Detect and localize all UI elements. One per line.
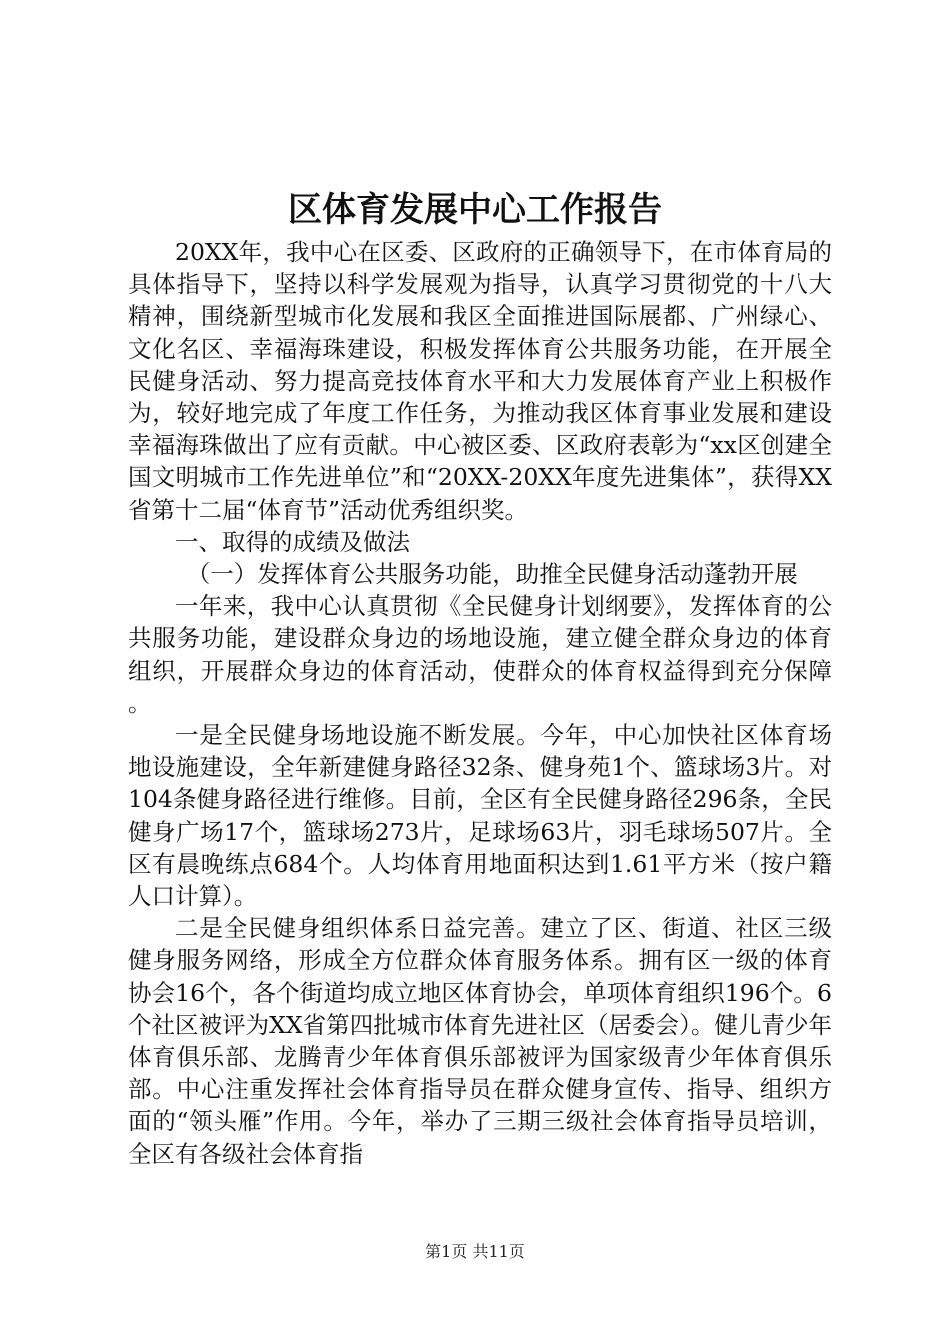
- body-paragraph: 一年来，我中心认真贯彻《全民健身计划纲要》，发挥体育的公共服务功能，建设群众身边的场地设施，建立健全群众身边的体育组织，开展群众身边的体育活动，使群众的体育权益得到充分保障。: [128, 592, 832, 717]
- intro-paragraph: 20XX年，我中心在区委、区政府的正确领导下，在市体育局的具体指导下，坚持以科学发展观为指导，认真学习贯彻党的十八大精神，围绕新型城市化发展和我区全面推进国际展都、广州绿心、文化名区、幸福海珠建设，积极发挥体育公共服务功能，在开展全民健身活动、努力提高竞技体育水平和大力发展体育产业上积极作为，较好地完成了年度工作任务，为推动我区体育事业发展和建设幸福海珠做出了应有贡献。中心被区委、区政府表彰为“xx区创建全国文明城市工作先进单位”和“20XX-20XX年度先进集体”，获得XX省第十二届“体育节”活动优秀组织奖。: [128, 238, 832, 524]
- document-title: 区体育发展中心工作报告: [288, 190, 662, 230]
- document-body: [128, 236, 832, 1170]
- page-footer: 第1页 共11页: [425, 1242, 525, 1261]
- body-paragraph: 一是全民健身场地设施不断发展。今年，中心加快社区体育场地设施建设，全年新建健身路径32条、健身苑1个、篮球场3片。对104条健身路径进行维修。目前，全区有全民健身路径296条，全民健身广场17个，篮球场273片，足球场63片，羽毛球场507片。全区有晨晚练点684个。人均体育用地面积达到1.61平方米（按户籍人口计算）。: [128, 721, 832, 911]
- body-paragraph: 二是全民健身组织体系日益完善。建立了区、街道、社区三级健身服务网络，形成全方位群众体育服务体系。拥有区一级的体育协会16个，各个街道均成立地区体育协会，单项体育组织196个。6个社区被评为XX省第四批城市体育先进社区（居委会）。健儿青少年体育俱乐部、龙腾青少年体育俱乐部被评为国家级青少年体育俱乐部。中心注重发挥社会体育指导员在群众健身宣传、指导、组织方面的“领头雁”作用。今年，举办了三期三级社会体育指导员培训，全区有各级社会体育指: [128, 914, 832, 1168]
- subsection-heading: （一）发挥体育公共服务功能，助推全民健身活动蓬勃开展: [186, 560, 798, 589]
- section-heading: 一、取得的成绩及做法: [175, 527, 410, 556]
